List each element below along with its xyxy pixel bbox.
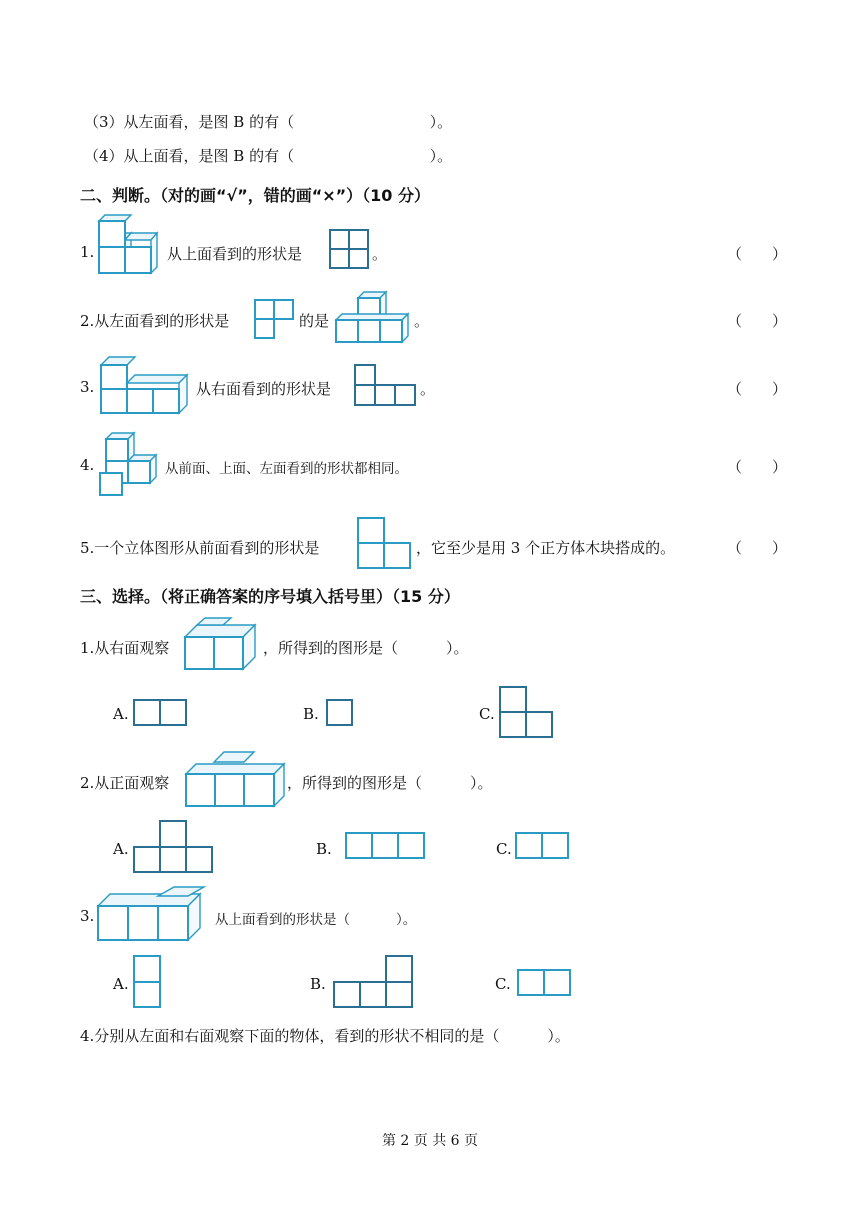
judge-2-text-a: 2.从左面看到的形状是 <box>80 312 230 330</box>
judge-1-answer-paren[interactable]: （ ） <box>727 245 788 263</box>
judge-1-end: 。 <box>372 245 388 263</box>
choice-2-option-a-figure[interactable] <box>133 820 213 874</box>
choice-3-option-b-label: B. <box>310 975 326 993</box>
judge-4-answer-paren[interactable]: （ ） <box>727 458 788 476</box>
choice-3-pre: 3. <box>80 907 95 925</box>
choice-3-post <box>215 908 416 928</box>
judge-1-num: 1. <box>80 243 95 261</box>
choice-3-end: ）。 <box>396 912 417 928</box>
section-2-heading: 二、判断。（对的画“√”，错的画“×”）（10 分） <box>80 186 430 205</box>
judge-3-end: 。 <box>420 380 436 398</box>
judge-1-text: 从上面看到的形状是 <box>167 245 303 263</box>
question-3-end: ）。 <box>429 113 453 131</box>
judge-4-text: 从前面、上面、左面看到的形状都相同。 <box>165 461 408 477</box>
judge-4-num: 4. <box>80 456 95 474</box>
judge-3-answer-paren[interactable]: （ ） <box>727 380 788 398</box>
choice-1-pre: 1.从右面观察 <box>80 639 170 657</box>
choice-3-cubes-figure <box>96 886 212 944</box>
question-4-text: （4）从上面看，是图 B 的有（ <box>84 147 295 165</box>
judge-1-cubes-figure <box>97 220 161 278</box>
choice-1-option-c-label: C. <box>479 705 495 723</box>
judge-2-end: 。 <box>414 312 430 330</box>
judge-3-right-view-figure <box>354 364 416 406</box>
choice-3-option-c-figure[interactable] <box>517 969 573 997</box>
judge-2-cubes-figure <box>334 290 410 344</box>
choice-1-post-text: ，所得到的图形是（ <box>263 639 399 657</box>
choice-2-post <box>287 772 493 793</box>
section-3-heading: 三、选择。（将正确答案的序号填入括号里）（15 分） <box>80 587 460 606</box>
judge-2-answer-paren[interactable]: （ ） <box>727 312 788 330</box>
choice-1-post <box>263 637 469 658</box>
judge-2-text-b: 的是 <box>299 312 330 330</box>
choice-4-text: 4.分别从左面和右面观察下面的物体，看到的形状不相同的是（ <box>80 1027 500 1045</box>
choice-2-pre: 2.从正面观察 <box>80 774 170 792</box>
choice-3-option-a-label: A. <box>113 975 129 993</box>
judge-3-text: 从右面看到的形状是 <box>196 380 332 398</box>
choice-3-option-b-figure[interactable] <box>333 955 413 1009</box>
choice-2-option-b-label: B. <box>316 840 332 858</box>
question-4-end: ）。 <box>429 147 453 165</box>
judge-5-text-a: 5.一个立体图形从前面看到的形状是 <box>80 539 320 557</box>
judge-2-left-view-figure <box>254 299 294 339</box>
question-3-text: （3）从左面看，是图 B 的有（ <box>84 113 295 131</box>
choice-2-option-c-figure[interactable] <box>515 832 571 860</box>
judge-4-cubes-figure <box>98 431 162 497</box>
choice-1-option-b-figure[interactable] <box>326 699 354 727</box>
judge-5-front-view-figure <box>356 516 412 570</box>
choice-1-option-a-label: A. <box>113 705 129 723</box>
choice-4-line <box>80 1025 570 1046</box>
page-footer: 第 2 页 共 6 页 <box>381 1133 479 1149</box>
choice-1-option-a-figure[interactable] <box>133 699 187 727</box>
choice-1-option-c-figure[interactable] <box>499 686 555 738</box>
choice-2-option-c-label: C. <box>496 840 512 858</box>
judge-5-answer-paren[interactable]: （ ） <box>727 539 788 557</box>
question-4-line <box>84 145 452 166</box>
choice-4-end: ）。 <box>547 1027 570 1045</box>
choice-2-option-a-label: A. <box>113 840 129 858</box>
choice-3-post-text: 从上面看到的形状是（ <box>215 912 350 928</box>
choice-1-option-b-label: B. <box>303 705 319 723</box>
question-3-line <box>84 111 452 132</box>
judge-1-top-view-figure <box>329 229 369 269</box>
choice-2-post-text: ，所得到的图形是（ <box>287 774 423 792</box>
choice-2-option-b-figure[interactable] <box>345 832 425 860</box>
judge-3-cubes-figure <box>99 355 191 415</box>
choice-3-option-a-figure[interactable] <box>133 955 161 1009</box>
choice-3-option-c-label: C. <box>495 975 511 993</box>
judge-3-num: 3. <box>80 378 95 396</box>
choice-1-cubes-figure <box>183 617 261 671</box>
choice-2-end: ）。 <box>470 774 493 792</box>
choice-1-end: ）。 <box>446 639 469 657</box>
choice-2-cubes-figure <box>184 750 288 808</box>
judge-5-text-b: ，它至少是用 3 个正方体木块搭成的。 <box>416 539 676 557</box>
